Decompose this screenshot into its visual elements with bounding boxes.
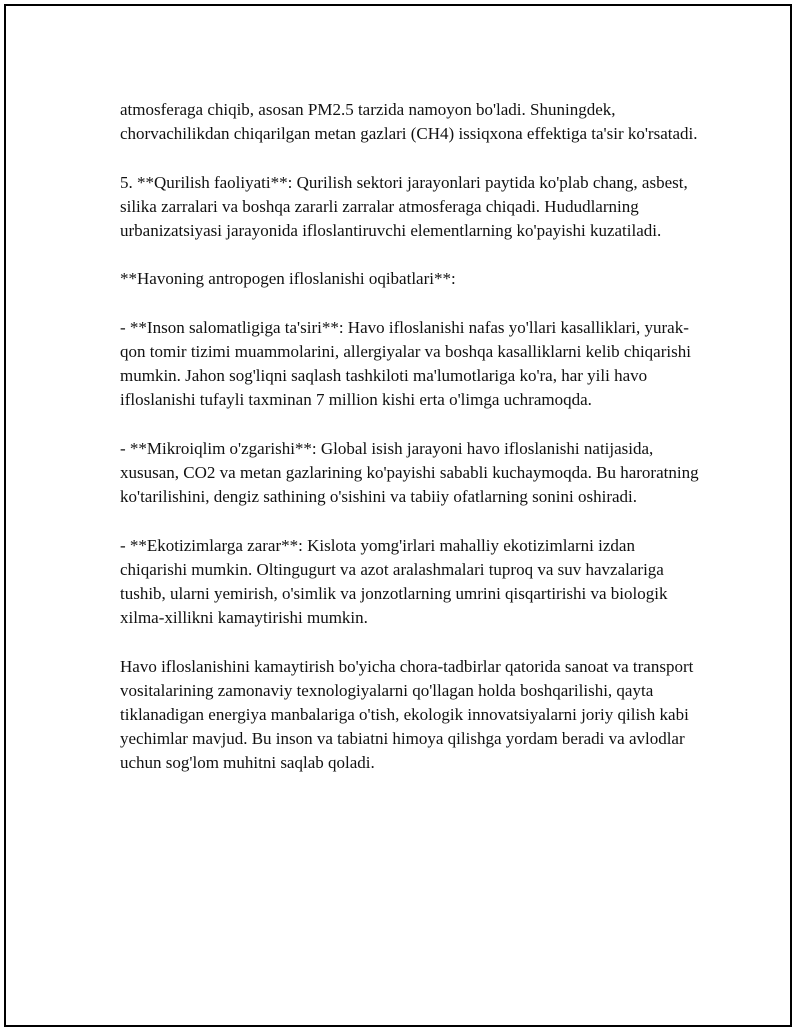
paragraph-construction: 5. **Qurilish faoliyati**: Qurilish sektori jarayonlari paytida ko'plab chang, asbest, silika zarralari va boshqa zararli zarralar atmosferaga chiqadi. Hududlarning urbanizatsiyasi jarayonida ifloslantiruvchi elementlarning ko'payishi kuzatiladi.: [120, 172, 688, 240]
document-body: [120, 98, 700, 800]
list-item-health: - **Inson salomatligiga ta'siri**: Havo ifloslanishi nafas yo'llari kasalliklari, yurak-qon tomir tizimi muammolarini, allergiyalar va boshqa kasalliklarni kelib chiqarishi mumkin. Jahon sog'liqni saqlash tashkiloti ma'lumotlariga ko'ra, har yili havo ifloslanishi tufayli taxminan 7 million kishi erta o'limga uchramoqda.: [120, 317, 691, 410]
list-item-microclimate: - **Mikroiqlim o'zgarishi**: Global isish jarayoni havo ifloslanishi natijasida, xususan, CO2 va metan gazlarining ko'payishi sababli kuchaymoqda. Bu haroratning ko'tarilishini, dengiz sathining o'sishini va tabiiy ofatlarning sonini oshiradi.: [120, 438, 699, 507]
section-heading-consequences: **Havoning antropogen ifloslanishi oqibatlari**:: [120, 269, 456, 289]
list-item-ecosystems: - **Ekotizimlarga zarar**: Kislota yomg'irlari mahalliy ekotizimlarni izdan chiqarishi mumkin. Oltingugurt va azot aralashmalari tuproq va suv havzalariga tushib, ularni yemirish, o'simlik va jonzotlarning umrini qisqartirishi va biologik xilma-xillikni kamaytirishi mumkin.: [120, 535, 668, 628]
paragraph-conclusion: Havo ifloslanishini kamaytirish bo'yicha chora-tadbirlar qatorida sanoat va transport vositalarining zamonaviy texnologiyalarni qo'llagan holda boshqarilishi, qayta tiklanadigan energiya manbalariga o'tish, ekologik innovatsiyalarni joriy qilish kabi yechimlar mavjud. Bu inson va tabiatni himoya qilishga yordam beradi va avlodlar uchun sog'lom muhitni saqlab qoladi.: [120, 656, 694, 773]
document-page: [4, 4, 792, 1027]
paragraph-livestock-emissions: atmosferaga chiqib, asosan PM2.5 tarzida namoyon bo'ladi. Shuningdek, chorvachilikdan chiqarilgan metan gazlari (CH4) issiqxona effektiga ta'sir ko'rsatadi.: [120, 100, 698, 144]
